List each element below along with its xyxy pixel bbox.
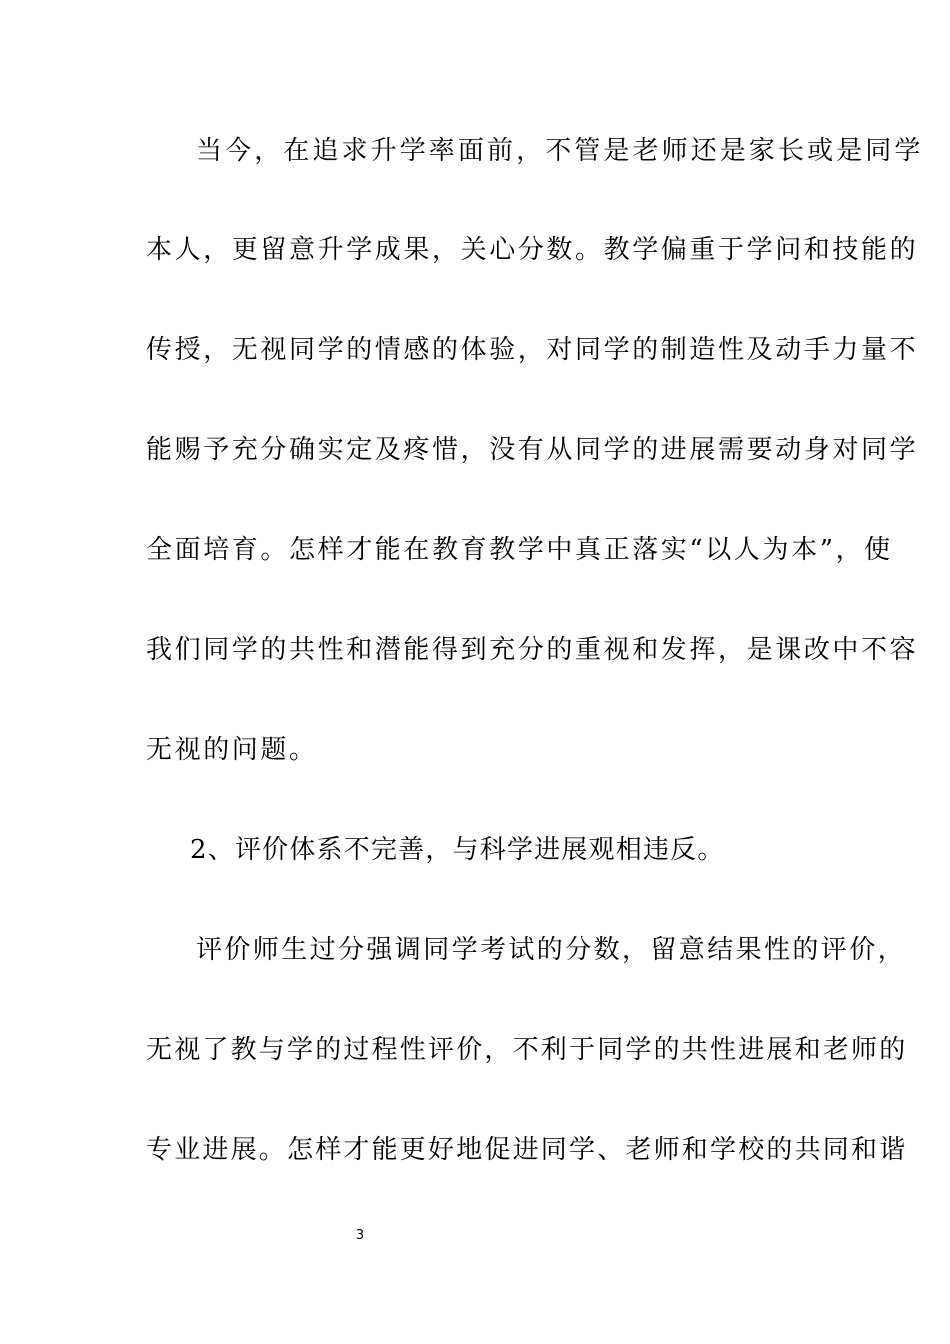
paragraph-line: 能赐予充分确实定及疼惜，没有从同学的进展需要动身对同学	[146, 435, 919, 465]
paragraph-line: 当今，在追求升学率面前，不管是老师还是家长或是同学	[196, 136, 924, 166]
paragraph-line: 无视了教与学的过程性评价，不利于同学的共性进展和老师的	[146, 1035, 908, 1065]
paragraph-line: 全面培育。怎样才能在教育教学中真正落实“以人为本”，使	[146, 535, 893, 565]
paragraph-line: 专业进展。怎样才能更好地促进同学、老师和学校的共同和谐	[146, 1135, 908, 1165]
page-number: 3	[355, 1228, 365, 1243]
paragraph-line: 我们同学的共性和潜能得到充分的重视和发挥，是课改中不容	[146, 635, 919, 665]
paragraph-line: 评价师生过分强调同学考试的分数，留意结果性的评价，	[196, 935, 907, 965]
paragraph-line: 本人，更留意升学成果，关心分数。教学偏重于学问和技能的	[146, 235, 919, 265]
paragraph-line: 无视的问题。	[146, 735, 318, 765]
paragraph-line: 传授，无视同学的情感的体验，对同学的制造性及动手力量不	[146, 335, 919, 365]
section-heading: 2、评价体系不完善，与科学进展观相违反。	[190, 835, 725, 865]
